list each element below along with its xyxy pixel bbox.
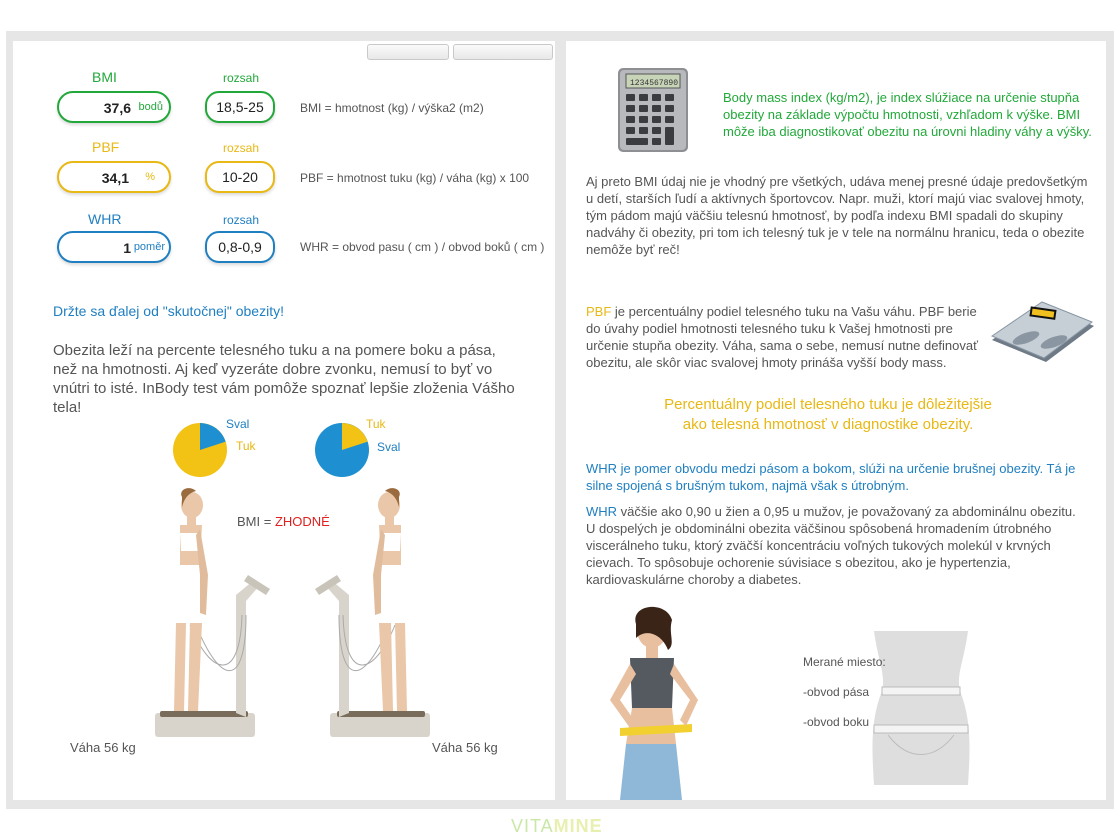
logo-part2: MINE: [553, 816, 603, 836]
bmi-value: 37,6: [103, 100, 131, 116]
bmi-unit: bodů: [138, 101, 163, 113]
pbf-value: 34,1: [101, 170, 129, 186]
pbf-paragraph-text: je percentuálny podiel telesného tuku na Vašu váhu. PBF berie do úvahy podiel hmotnosti telesného tuku k Vašej hmotnosti pre určenie stupňa obezity. Váha, sama o sebe, nemusí nutne definovať obezitu, ale skôr viac svalovej hmoty prináša vyšší body mass.: [586, 304, 978, 370]
woman-measuring-waist-image: [596, 604, 716, 800]
bmi-definition: Body mass index (kg/m2), je index slúžiace na určenie stupňa obezity na základe výpočtu hmotnosti, vzhľadom k výške. BMI môže iba diagnostikovať obezitu na úrovni hladiny váhy a výšky.: [723, 90, 1092, 139]
bmi-paragraph: Aj preto BMI údaj nie je vhodný pre všetkých, udáva menej presné údaje predovšetkým u detí, starších ľudí a aktívnych športovcov. Napr. muži, ktorí majú viac svalovej hmoty, tým pádom majú väčšiu telesnú hmotnosť, by podľa indexu BMI spadali do skupiny nadváhy či obezity, pri tom ich telesný tuk je v tele na normálnu hranicu, teda o obezite nemôže byť reč!: [586, 174, 1088, 257]
whr-word: WHR: [586, 504, 618, 519]
measure-title: Merané miesto:: [803, 655, 886, 669]
calculator-icon: [616, 66, 690, 154]
bmi-range-field: 18,5-25: [205, 91, 275, 123]
bmi-label: BMI: [92, 69, 117, 85]
pie-right-tuk-label: Tuk: [366, 417, 386, 431]
whr-paragraph-text: väčšie ako 0,90 u žien a 0,95 u mužov, je považovaný za abdominálnu obezitu. U dospelých je obdominálni obezita väčšinou spôsobená hromadením útrobného viscerálneho tuku, ktorý zväčší koncentráciu voľných tukových molekúl v krvných cievach. To spôsobuje ochorenie súvisiace s obezitou, ako je hypertenzia, kardiovaskulárne choroby a diabetes.: [586, 504, 1076, 587]
tab-button-2[interactable]: [453, 44, 553, 60]
logo-part1: VITA: [511, 816, 554, 836]
pbf-unit: %: [145, 171, 155, 183]
pie-left-tuk-label: Tuk: [236, 439, 256, 453]
pie-right-sval-label: Sval: [377, 440, 401, 454]
pbf-range-field: 10-20: [205, 161, 275, 193]
whr-range-label: rozsah: [223, 213, 260, 227]
left-headline: Držte sa ďalej od "skutočnej" obezity!: [53, 303, 284, 319]
pbf-highlight: [586, 395, 1070, 435]
whr-value-field: [57, 231, 171, 263]
whr-formula: WHR = obvod pasu ( cm ) / obvod boků ( cm ): [300, 240, 545, 254]
measure-waist: -obvod pása: [803, 685, 870, 699]
whr-value: 1: [123, 240, 131, 256]
pbf-highlight-line2: ako telesná hmotnosť v diagnostike obezity.: [682, 416, 974, 433]
person-on-scale-right-image: [285, 485, 435, 755]
bmi-compare-value: ZHODNÉ: [274, 514, 330, 529]
pie-left-sval-label: Sval: [226, 417, 250, 431]
calculator-display: 1234567890: [629, 79, 678, 88]
bathroom-scale-icon: [982, 300, 1098, 364]
pbf-range-label: rozsah: [223, 141, 260, 155]
pbf-word: PBF: [586, 304, 612, 319]
pbf-formula: PBF = hmotnost tuku (kg) / váha (kg) x 100: [300, 171, 530, 185]
vitamine-logo: [511, 816, 603, 837]
bmi-value-field: [57, 91, 171, 123]
pbf-value-field: [57, 161, 171, 193]
tab-button-1[interactable]: [367, 44, 449, 60]
left-body-text: Obezita leží na percente telesného tuku a na pomere boku a pása, než na hmotnosti. Aj keď vyzeráte dobre zvonku, nemusí to byť vo vnútri to isté. InBody test vám pomôže spoznať lepšie zloženia Vášho tela!: [53, 342, 515, 416]
bmi-range-label: rozsah: [223, 71, 260, 85]
weight-right: Váha 56 kg: [432, 740, 498, 755]
measure-hip: -obvod boku: [803, 715, 870, 729]
person-on-scale-left-image: [150, 485, 300, 755]
whr-definition: WHR je pomer obvodu medzi pásom a bokom, slúži na určenie brušnej obezity. Tá je silne spojená s brušným tukom, najmä však s útrobným.: [586, 461, 1076, 493]
whr-unit: poměr: [133, 241, 165, 253]
weight-left: Váha 56 kg: [70, 740, 136, 755]
whr-paragraph: [586, 503, 1086, 588]
whr-label: WHR: [88, 211, 122, 227]
pbf-label: PBF: [92, 139, 120, 155]
bmi-compare-prefix: BMI =: [237, 514, 275, 529]
bmi-formula: BMI = hmotnost (kg) / výška2 (m2): [300, 101, 484, 115]
pbf-highlight-line1: Percentuálny podiel telesného tuku je dôležitejšie: [664, 396, 992, 413]
whr-range-field: 0,8-0,9: [205, 231, 275, 263]
pbf-paragraph: [586, 303, 994, 371]
